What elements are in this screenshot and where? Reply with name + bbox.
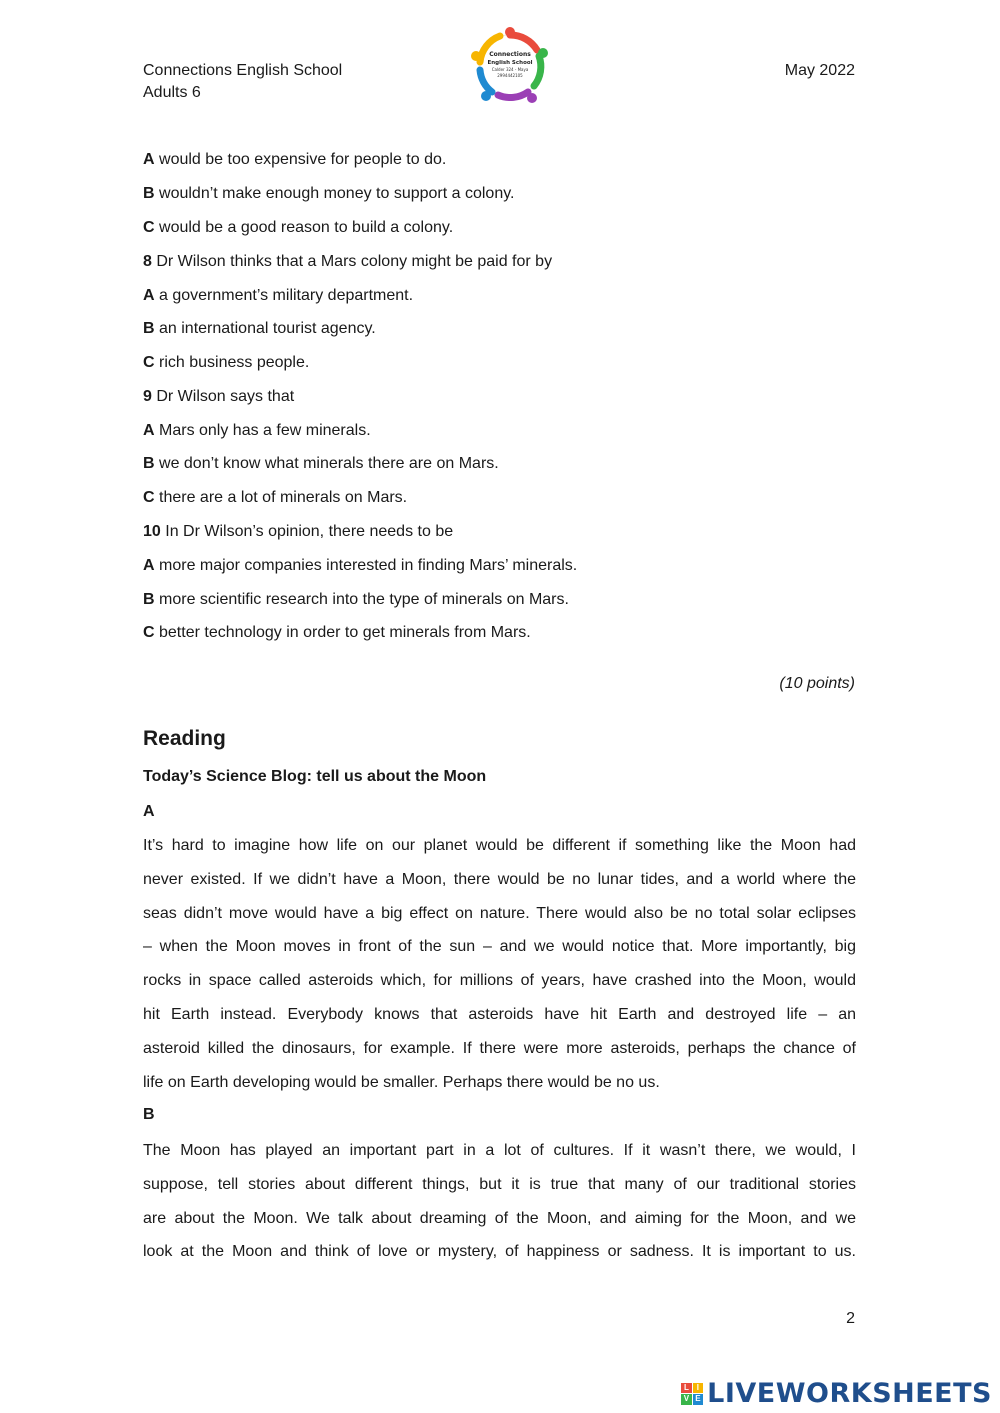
text-line: hit Earth instead. Everybody knows that asteroids have hit Earth and destroyed life – an xyxy=(143,1005,856,1023)
text-line: never existed. If we didn’t have a Moon, there would be no lunar tides, and a world where the xyxy=(143,870,856,888)
answer-option xyxy=(143,353,309,373)
option-text: a government’s military department. xyxy=(154,287,414,304)
question-stem xyxy=(143,252,552,272)
logo-text-3: Calder 324 - Maya xyxy=(491,67,529,72)
option-label: B xyxy=(143,455,155,472)
paragraph-label: B xyxy=(143,1106,155,1123)
text-line: are about the Moon. We talk about dreaming of the Moon, and aiming for the Moon, and we xyxy=(143,1209,856,1227)
option-label: C xyxy=(143,354,155,371)
option-text: there are a lot of minerals on Mars. xyxy=(154,489,408,506)
text-line: – when the Moon moves in front of the sun – and we would notice that. More importantly, big xyxy=(143,938,856,956)
question-number: 10 xyxy=(143,523,161,540)
answer-option xyxy=(143,218,453,238)
question-stem xyxy=(143,522,453,542)
answer-option xyxy=(143,623,531,643)
logo-letter: I xyxy=(693,1383,704,1394)
header-date: May 2022 xyxy=(784,62,855,79)
answer-option xyxy=(143,556,577,576)
option-text: more scientific research into the type of minerals on Mars. xyxy=(154,591,569,608)
question-text: Dr Wilson says that xyxy=(151,388,295,405)
option-label: C xyxy=(143,219,155,236)
question-number: 9 xyxy=(143,388,152,405)
option-text: would be a good reason to build a colony. xyxy=(154,219,454,236)
option-text: an international tourist agency. xyxy=(154,320,376,337)
points-value: (10 points) xyxy=(779,675,855,692)
answer-option xyxy=(143,421,371,441)
section-heading: Reading xyxy=(143,727,226,750)
option-text: more major companies interested in finding Mars’ minerals. xyxy=(154,557,578,574)
option-label: B xyxy=(143,591,155,608)
logo-letter: V xyxy=(681,1394,692,1405)
watermark-text: LIVEWORKSHEETS xyxy=(707,1378,992,1409)
answer-option xyxy=(143,150,446,170)
text-line: suppose, tell stories about different things, but it is true that many of our traditional stories xyxy=(143,1175,856,1193)
answer-option xyxy=(143,319,376,339)
text-line: asteroid killed the dinosaurs, for example. If there were more asteroids, perhaps the chance of xyxy=(143,1039,856,1057)
question-text: Dr Wilson thinks that a Mars colony might be paid for by xyxy=(151,253,553,270)
option-label: C xyxy=(143,624,155,641)
paragraph-b xyxy=(143,1134,856,1269)
option-label: B xyxy=(143,320,155,337)
class-level: Adults 6 xyxy=(143,84,201,101)
text-line: look at the Moon and think of love or mystery, of happiness or sadness. It is important to us. xyxy=(143,1243,856,1261)
option-label: A xyxy=(143,422,155,439)
blog-title: Today’s Science Blog: tell us about the Moon xyxy=(143,768,487,785)
answer-option xyxy=(143,590,569,610)
header-left xyxy=(143,60,342,104)
answer-option xyxy=(143,488,407,508)
option-label: A xyxy=(143,151,155,168)
option-text: Mars only has a few minerals. xyxy=(154,422,371,439)
text-line: life on Earth developing would be smaller. Perhaps there would be no us. xyxy=(143,1073,660,1091)
text-line: It’s hard to imagine how life on our planet would be different if something like the Moon had xyxy=(143,837,856,854)
logo-letter: E xyxy=(693,1394,704,1405)
answer-option xyxy=(143,454,499,474)
question-text: In Dr Wilson’s opinion, there needs to be xyxy=(160,523,454,540)
text-line: rocks in space called asteroids which, for millions of years, have crashed into the Moon, would xyxy=(143,972,856,990)
text-line: seas didn’t move would have a big effect on nature. There would also be no total solar eclipses xyxy=(143,904,856,922)
option-text: would be too expensive for people to do. xyxy=(154,151,447,168)
question-number: 8 xyxy=(143,253,152,270)
option-text: rich business people. xyxy=(154,354,310,371)
liveworksheets-logo-icon xyxy=(681,1383,703,1405)
option-label: A xyxy=(143,557,155,574)
question-stem xyxy=(143,387,294,407)
answer-option xyxy=(143,286,413,306)
logo-text-4: 2994442105 xyxy=(497,73,523,78)
logo-letter: L xyxy=(681,1383,692,1394)
option-text: wouldn’t make enough money to support a colony. xyxy=(154,185,515,202)
option-label: C xyxy=(143,489,155,506)
logo-text-1: Connections xyxy=(489,51,531,58)
option-label: B xyxy=(143,185,155,202)
liveworksheets-watermark xyxy=(681,1378,992,1409)
page-number: 2 xyxy=(846,1310,855,1327)
option-label: A xyxy=(143,287,155,304)
text-line: The Moon has played an important part in a lot of cultures. If it wasn’t there, we would, I xyxy=(143,1142,856,1159)
paragraph-label: A xyxy=(143,803,155,820)
answer-option xyxy=(143,184,514,204)
school-name: Connections English School xyxy=(143,62,343,79)
option-text: better technology in order to get minerals from Mars. xyxy=(154,624,531,641)
option-text: we don’t know what minerals there are on Mars. xyxy=(154,455,499,472)
logo-text-2: English School xyxy=(487,60,533,66)
school-logo xyxy=(470,26,550,106)
paragraph-a xyxy=(143,829,856,1099)
